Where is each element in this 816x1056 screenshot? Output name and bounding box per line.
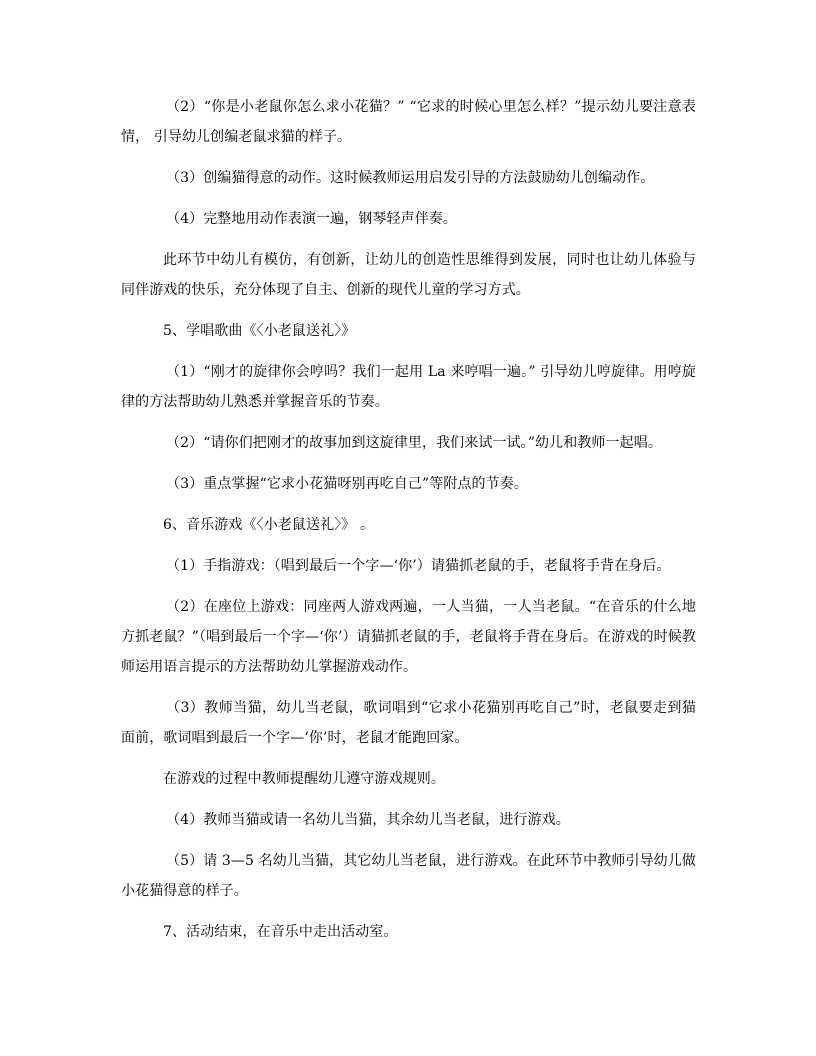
paragraph-game-step-5: （5）请 3—5 名幼儿当猫，其它幼儿当老鼠，进行游戏。在此环节中教师引导幼儿做小花猫得意的样子。 [121,853,696,899]
paragraph-game-step-1: （1）手指游戏：（唱到最后一个字—‘你’）请猫抓老鼠的手，老鼠将手背在身后。 [166,558,671,574]
section-heading-7-end: 7、活动结束，在音乐中走出活动室。 [163,924,398,940]
paragraph-step-2-imitate: （2）“你是小老鼠你怎么求小花猫？” “它求的时候心里怎么样？”提示幼儿要注意表情， 引导幼儿创编老鼠求猫的样子。 [121,99,696,145]
paragraph-song-step-3: （3）重点掌握“它求小花猫呀别再吃自己”等附点的节奏。 [166,476,528,492]
paragraph-song-step-2: （2）“请你们把刚才的故事加到这旋律里，我们来试一试。”幼儿和教师一起唱。 [166,435,662,451]
paragraph-game-step-2: （2）在座位上游戏：同座两人游戏两遍，一人当猫，一人当老鼠。“在音乐的什么地方抓老鼠？”（唱到最后一个字—‘你’）请猫抓老鼠的手，老鼠将手背在身后。在游戏的时候教师运用语言提示的方法帮助幼儿掌握游戏动作。 [121,599,696,675]
paragraph-song-step-1: （1）“刚才的旋律你会哼吗？我们一起用 La 来哼唱一遍。” 引导幼儿哼旋律。用哼旋律的方法帮助幼儿熟悉并掌握音乐的节奏。 [121,364,696,410]
section-heading-6-music-game: 6、音乐游戏《〈小老鼠送礼〉》 。 [163,517,375,533]
paragraph-game-step-4: （4）教师当猫或请一名幼儿当猫，其余幼儿当老鼠，进行游戏。 [166,812,570,828]
paragraph-game-step-3: （3）教师当猫，幼儿当老鼠，歌词唱到“它求小花猫别再吃自己”时，老鼠要走到猫面前，歌词唱到最后一个字—‘你’时，老鼠才能跑回家。 [121,700,696,746]
paragraph-game-rules-note: 在游戏的过程中教师提醒幼儿遵守游戏规则。 [163,771,445,787]
section-heading-5-learn-song: 5、学唱歌曲《〈小老鼠送礼〉》 [163,323,356,339]
document-page [121,92,696,958]
paragraph-summary-creativity: 此环节中幼儿有模仿，有创新，让幼儿的创造性思维得到发展，同时也让幼儿体验与同伴游戏的快乐，充分体现了自主、创新的现代儿童的学习方式。 [121,252,696,298]
paragraph-step-3-create-cat: （3）创编猫得意的动作。这时候教师运用启发引导的方法鼓励幼儿创编动作。 [166,170,655,186]
paragraph-step-4-perform: （4）完整地用动作表演一遍，钢琴轻声伴奏。 [166,211,458,227]
